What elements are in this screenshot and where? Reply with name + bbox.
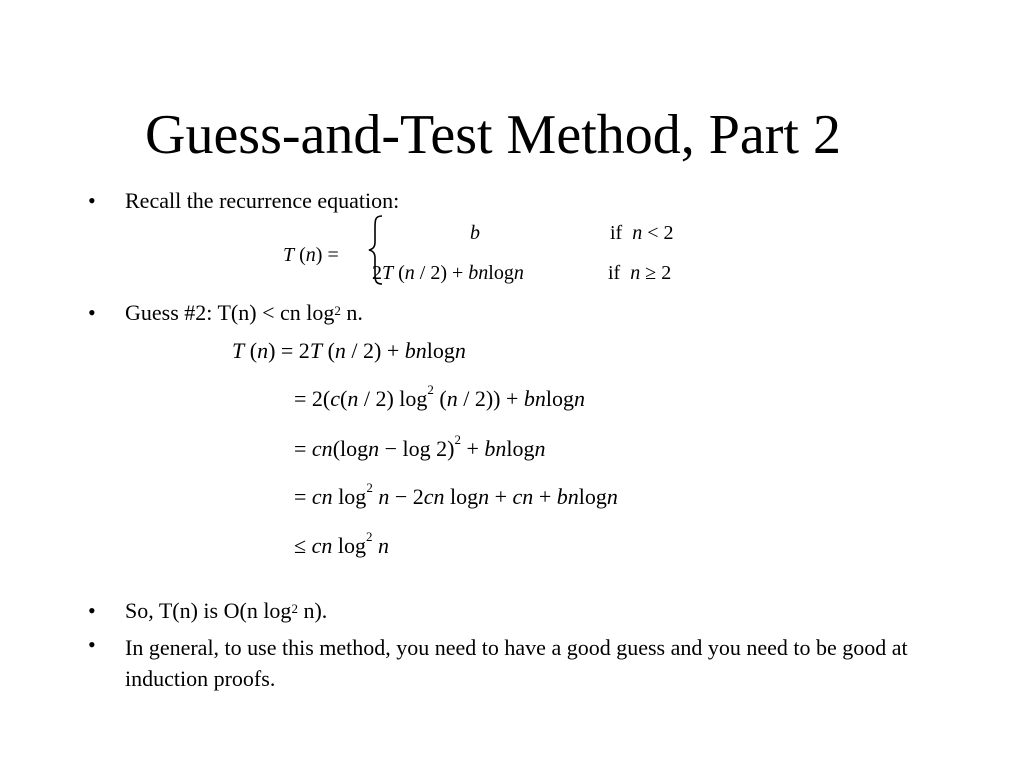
bullet-superscript: 2: [334, 303, 341, 318]
bullet-dot: •: [88, 188, 96, 213]
bullet-superscript: 2: [291, 601, 298, 616]
bullet-text-pre: Guess #2: T(n) < cn log: [125, 300, 335, 325]
derivation-step-3: = cn $\log^2 n - 2cn$ logn + cn + bnlogn: [294, 480, 618, 509]
bullet-text-post: n).: [297, 598, 328, 623]
derivation-step-1: = 2(c(n / 2) $\log^2 (n / 2)) + bnlogn$: [294, 382, 586, 411]
bullet-dot: •: [88, 598, 96, 623]
bullet-text: Recall the recurrence equation:: [125, 188, 400, 213]
recurrence-case1-value: b: [470, 222, 480, 244]
bullet-text-pre: So, T(n) is O(n log: [125, 598, 292, 623]
derivation-step-2: = $cn(\log n - \log 2)^2 + bnlogn$: [294, 432, 546, 461]
recurrence-case1-condition: if n < 2: [610, 222, 674, 244]
bullet-text-post: n.: [340, 300, 363, 325]
slide-title: Guess-and-Test Method, Part 2: [145, 104, 841, 166]
bullet-dot: •: [88, 632, 96, 657]
recurrence-case2-value: 2T (n / 2) + bnlogn: [372, 262, 524, 284]
bullet-text: In general, to use this method, you need to have a good guess and you need to be good at induction proofs.: [125, 635, 908, 691]
recurrence-lhs: T (n) =: [283, 244, 339, 266]
bullet-dot: •: [88, 300, 96, 325]
recurrence-case2-condition: if n ≥ 2: [608, 262, 672, 284]
derivation-step-4: ≤ cn $\log^2 n$: [294, 529, 389, 558]
derivation-step-0: T (n) = 2T (n / 2) + bnlogn: [232, 338, 466, 363]
